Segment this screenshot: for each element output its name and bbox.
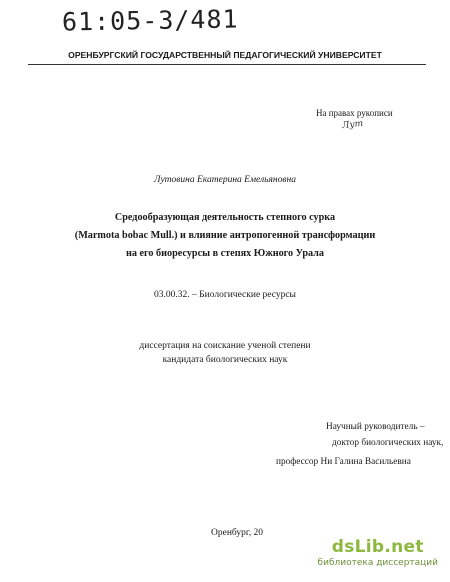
archive-number: 61:05-3/481 [61,4,239,37]
specialty-code: 03.00.32. – Биологические ресурсы [154,290,296,300]
author-name: Лутовина Екатерина Емельяновна [154,175,296,185]
supervisor-line-2: доктор биологических наук, [332,438,444,448]
watermark-logo: dsLib.net [331,537,424,557]
degree-line-1: диссертация на соискание ученой степени [139,341,311,351]
handwritten-signature: Лут [341,118,364,132]
supervisor-line-1: Научный руководитель – [326,422,425,432]
title-line-1: Средообразующая деятельность степного сурка [114,212,336,223]
title-line-2: (Marmota bobac Mull.) и влияние антропогенной трансформации [74,230,376,241]
city-year: Оренбург, 20 [211,528,263,538]
watermark-tagline: библиотека диссертаций [317,558,438,568]
header-divider [28,64,426,65]
supervisor-line-3: профессор Ни Галина Васильевна [276,457,411,467]
degree-line-2: кандидата биологических наук [162,355,288,365]
title-line-3: на его биоресурсы в степях Южного Урала [126,248,324,259]
watermark-link[interactable] [318,537,438,568]
university-name: ОРЕНБУРГСКИЙ ГОСУДАРСТВЕННЫЙ ПЕДАГОГИЧЕСКИЙ УНИВЕРСИТЕТ [68,50,382,60]
rights-note: На правах рукописи [316,108,393,118]
